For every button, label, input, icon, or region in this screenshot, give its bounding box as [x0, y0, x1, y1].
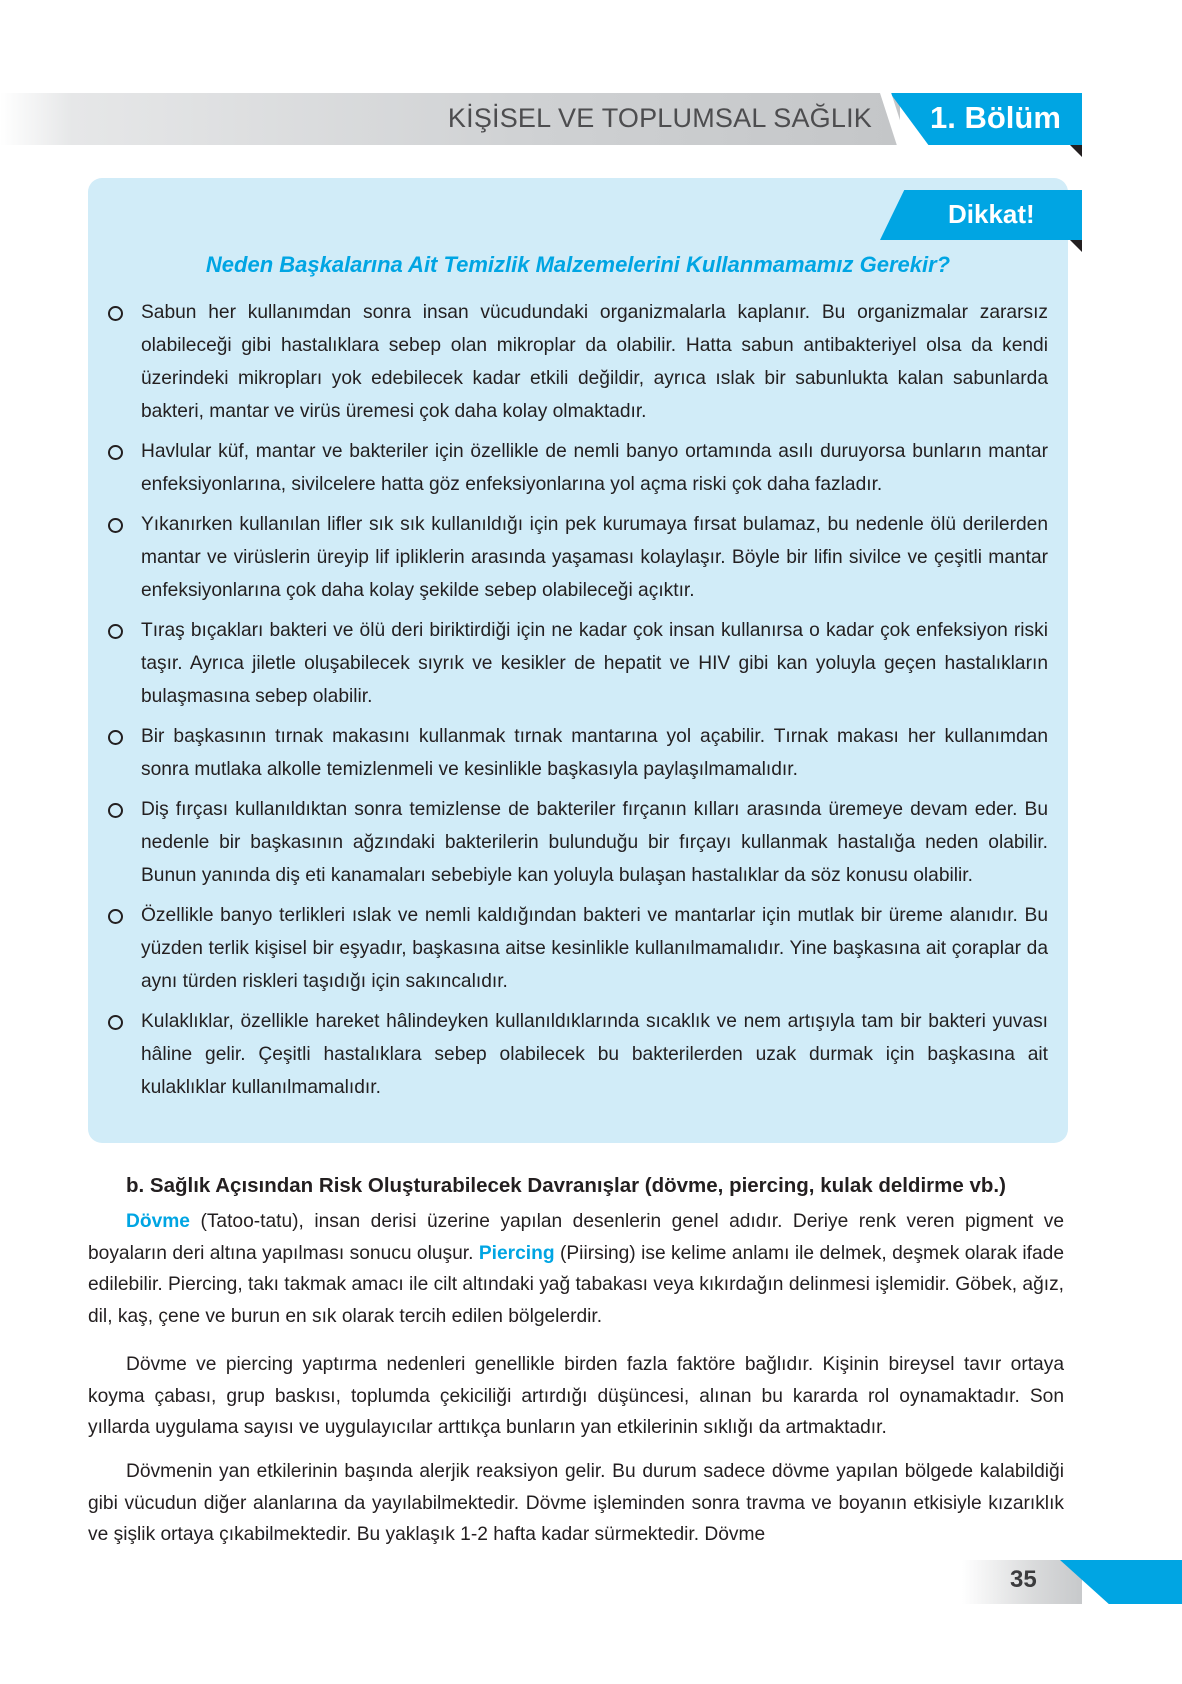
circle-bullet-icon — [108, 518, 123, 533]
circle-bullet-icon — [108, 624, 123, 639]
list-item-text: Yıkanırken kullanılan lifler sık sık kullanıldığı için pek kurumaya fırsat bulamaz, bu nedenle ölü derilerden mantar ve virüslerin üreyip lif ipliklerin arasında yaşaması kolaylaşır. Böyle bir lifin sivilce ve çeşitli mantar enfeksiyonlarına çok daha kolay şekilde sebep olabileceği açıktır. — [141, 514, 1048, 601]
paragraph-text: (Tatoo-tatu), insan derisi üzerine yapılan desenlerin genel adıdır. Deriye renk veren pigment ve boyaların deri altına yapılması sonucu oluşur. — [88, 1211, 1064, 1264]
list-item-text: Bir başkasının tırnak makasını kullanmak tırnak mantarına yol açabilir. Tırnak makası her kullanımdan sonra mutlaka alkolle temizlenmeli ve kesinlikle başkasıyla paylaşılmamalıdır. — [141, 726, 1048, 780]
section-heading: b. Sağlık Açısından Risk Oluşturabilecek Davranışlar (dövme, piercing, kulak deldirme vb.) — [126, 1174, 1006, 1197]
callout-title: Neden Başkalarına Ait Temizlik Malzemelerini Kullanmamamız Gerekir? — [205, 252, 951, 277]
list-item-text: Diş fırçası kullanıldıktan sonra temizlense de bakteriler fırçanın kılları arasında üremeye devam eder. Bu nedenle bir başkasının ağzındaki bakterilerin bulunduğu bir fırçayı kullanmak hastalığa neden olabilir. Bunun yanında diş eti kanamaları sebebiyle kan yoluyla bulaşan hastalıklar da söz konusu olabilir. — [141, 799, 1048, 886]
list-item — [108, 1005, 1048, 1104]
page-number: 35 — [1010, 1566, 1037, 1593]
corner-mark-icon — [1070, 240, 1082, 252]
list-item — [108, 793, 1048, 892]
list-item — [108, 508, 1048, 607]
list-item-text: Özellikle banyo terlikleri ıslak ve nemli kaldığından bakteri ve mantarlar için mutlak bir üreme alanıdır. Bu yüzden terlik kişisel bir eşyadır, başkasına aitse kesinlikle kullanılmamalıdır. Yine başkasına ait çoraplar da aynı türden riskleri taşıdığı için sakıncalıdır. — [141, 905, 1048, 992]
list-item-text: Havlular küf, mantar ve bakteriler için özellikle de nemli banyo ortamında asılı duruyorsa bunların mantar enfeksiyonlarına, sivilcelere hatta göz enfeksiyonlarına yol açma riski çok daha fazladır. — [141, 441, 1048, 495]
list-item-text: Kulaklıklar, özellikle hareket hâlindeyken kullanıldıklarında sıcaklık ve nem artışıyla tam bir bakteri yuvası hâline gelir. Çeşitli hastalıklara sebep olabilecek bu bakterilerden uzak durmak için başkasına ait kulaklıklar kullanılmamalıdır. — [141, 1011, 1048, 1098]
circle-bullet-icon — [108, 909, 123, 924]
circle-bullet-icon — [108, 803, 123, 818]
list-item — [108, 899, 1048, 998]
paragraph-text: (Piirsing) ise kelime anlamı ile delmek, deşmek olarak ifade edilebilir. Piercing, takı takmak amacı ile cilt altındaki yağ tabakası veya kıkırdağın delinmesi işlemidir. Göbek, ağız, dil, kaş, çene ve burun en sık olarak tercih edilen bölgelerdir. — [88, 1242, 1064, 1327]
circle-bullet-icon — [108, 730, 123, 745]
list-item — [108, 296, 1048, 428]
body-paragraph-3: Dövmenin yan etkilerinin başında alerjik reaksiyon gelir. Bu durum sadece dövme yapılan bölgede kalabildiği gibi vücudun diğer alanlarına da yayılabilmektedir. Dövme işleminden sonra travma ve boyanın etkisiyle kızarıklık ve şişlik ortaya çıkabilmektedir. Bu yaklaşık 1-2 hafta kadar sürmektedir. Dövme — [88, 1461, 1064, 1545]
body-paragraph-1 — [88, 1206, 1064, 1332]
list-item — [108, 614, 1048, 713]
running-header-title: KİŞİSEL VE TOPLUMSAL SAĞLIK — [447, 103, 872, 133]
list-item-text: Sabun her kullanımdan sonra insan vücudundaki organizmalarla kaplanır. Bu organizmalar zararsız olabileceği gibi hastalıklara sebep olan mikroplar da olabilir. Hatta sabun antibakteriyel olsa da kendi üzerindeki mikropları yok edebilecek kadar etkili değildir, ayrıca ıslak bir sabunlukta kalan sabunlarda bakteri, mantar ve virüs üremesi çok daha kolay olmaktadır. — [141, 302, 1048, 422]
circle-bullet-icon — [108, 445, 123, 460]
term-dovme: Dövme — [126, 1211, 190, 1232]
list-item — [108, 435, 1048, 501]
list-item-text: Tıraş bıçakları bakteri ve ölü deri biriktirdiği için ne kadar çok insan kullanırsa o kadar çok enfeksiyon riski taşır. Ayrıca jiletle oluşabilecek sıyrık ve kesikler de hepatit ve HIV gibi kan yoluyla geçen hastalıkların bulaşmasına sebep olabilir. — [141, 620, 1048, 707]
corner-mark-icon — [1070, 145, 1082, 157]
list-item — [108, 720, 1048, 786]
chapter-label: 1. Bölüm — [930, 100, 1061, 135]
circle-bullet-icon — [108, 1015, 123, 1030]
dikkat-label: Dikkat! — [948, 199, 1035, 229]
term-piercing: Piercing — [478, 1242, 555, 1264]
circle-bullet-icon — [108, 306, 123, 321]
body-paragraph-2: Dövme ve piercing yaptırma nedenleri genellikle birden fazla faktöre bağlıdır. Kişinin bireysel tavır ortaya koyma çabası, grup baskısı, toplumda çekiciliği artırdığı düşüncesi, alınan bu kararda rol oynamaktadır. Son yıllarda uygulama sayısı ve uygulayıcılar arttıkça bunların yan etkilerinin sıklığı da artmaktadır. — [88, 1354, 1064, 1438]
callout-bullet-list — [108, 296, 1048, 1111]
